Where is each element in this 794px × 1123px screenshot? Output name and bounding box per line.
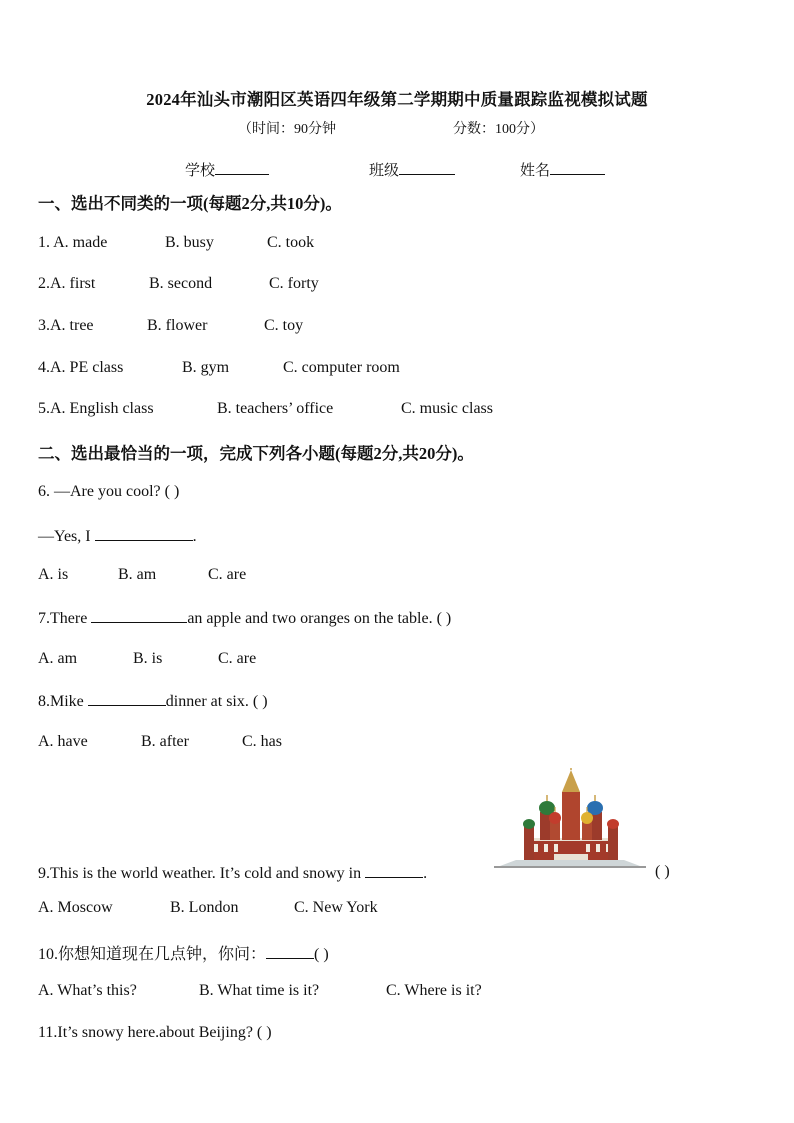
name-label: 姓名 — [520, 163, 551, 179]
q8-end: dinner at six. ( ) — [165, 693, 268, 710]
q6-answer-line — [38, 526, 197, 546]
q3-option-b: B. flower — [147, 317, 208, 334]
q6-blank[interactable] — [95, 526, 193, 541]
q8-stem — [38, 691, 268, 711]
page-title: 2024年汕头市潮阳区英语四年级第二学期期中质量跟踪监视模拟试题 — [146, 90, 648, 109]
q9-start: 9.This is the world weather. It’s cold and snowy in — [38, 865, 362, 882]
q5-option-a: 5.A. English class — [38, 400, 154, 417]
q10-start: 10.你想知道现在几点钟，你问： — [38, 946, 267, 963]
school-label: 学校 — [185, 163, 216, 179]
q3-option-c: C. toy — [264, 317, 304, 334]
q2-option-c: C. forty — [269, 275, 319, 292]
q8-option-b: B. after — [141, 733, 189, 750]
q7-option-c: C. are — [218, 650, 257, 667]
class-label: 班级 — [369, 163, 400, 179]
q8-option-a: A. have — [38, 733, 88, 750]
exam-score: 分数：100分） — [453, 122, 544, 137]
q8-option-c: C. has — [242, 733, 282, 750]
q7-blank[interactable] — [91, 608, 187, 623]
q1-option-a: 1. A. made — [38, 234, 108, 251]
q1-option-b: B. busy — [165, 234, 214, 251]
q9-answer-paren[interactable]: ( ) — [655, 863, 670, 880]
q7-start: 7.There — [38, 610, 88, 627]
q9-blank[interactable] — [365, 863, 423, 878]
q10-option-a: A. What’s this? — [38, 982, 137, 999]
school-blank[interactable] — [215, 160, 269, 175]
q2-option-a: 2.A. first — [38, 275, 96, 292]
q7-stem — [38, 608, 451, 628]
q6-stem: 6. —Are you cool? ( ) — [38, 483, 180, 500]
q7-option-b: B. is — [133, 650, 163, 667]
q6-line-text: —Yes, I — [38, 528, 91, 545]
q3-option-a: 3.A. tree — [38, 317, 94, 334]
q11-stem: 11.It’s snowy here.about Beijing? ( ) — [38, 1024, 272, 1041]
q9-end: . — [423, 865, 428, 882]
q10-stem — [38, 941, 329, 964]
q1-option-c: C. took — [267, 234, 315, 251]
q6-option-a: A. is — [38, 566, 69, 583]
q10-end: ( ) — [314, 946, 329, 963]
q9-stem — [38, 863, 427, 883]
q4-option-a: 4.A. PE class — [38, 359, 124, 376]
q6-option-c: C. are — [208, 566, 247, 583]
name-blank[interactable] — [550, 160, 605, 175]
q4-option-b: B. gym — [182, 359, 230, 376]
q5-option-b: B. teachers’ office — [217, 400, 334, 417]
school-field[interactable] — [185, 159, 269, 180]
q9-option-c: C. New York — [294, 899, 378, 916]
q8-start: 8.Mike — [38, 693, 84, 710]
q2-option-b: B. second — [149, 275, 213, 292]
class-field[interactable] — [369, 159, 455, 180]
q9-option-a: A. Moscow — [38, 899, 113, 916]
q9-option-b: B. London — [170, 899, 239, 916]
class-blank[interactable] — [399, 160, 455, 175]
section-2-heading: 二、选出最恰当的一项，完成下列各小题(每题2分,共20分)。 — [38, 444, 474, 463]
cathedral-image — [494, 768, 646, 870]
q8-blank[interactable] — [88, 691, 166, 706]
q6-line-end: . — [192, 528, 197, 545]
q4-option-c: C. computer room — [283, 359, 400, 376]
exam-time: （时间：90分钟 — [238, 122, 336, 137]
section-1-heading: 一、选出不同类的一项(每题2分,共10分)。 — [38, 194, 342, 213]
q7-option-a: A. am — [38, 650, 78, 667]
q7-end: an apple and two oranges on the table. ( ) — [187, 610, 452, 627]
q10-blank[interactable] — [266, 944, 314, 959]
name-field[interactable] — [520, 159, 605, 180]
q6-option-b: B. am — [118, 566, 157, 583]
q10-option-b: B. What time is it? — [199, 982, 320, 999]
q5-option-c: C. music class — [401, 400, 493, 417]
q10-option-c: C. Where is it? — [386, 982, 482, 999]
